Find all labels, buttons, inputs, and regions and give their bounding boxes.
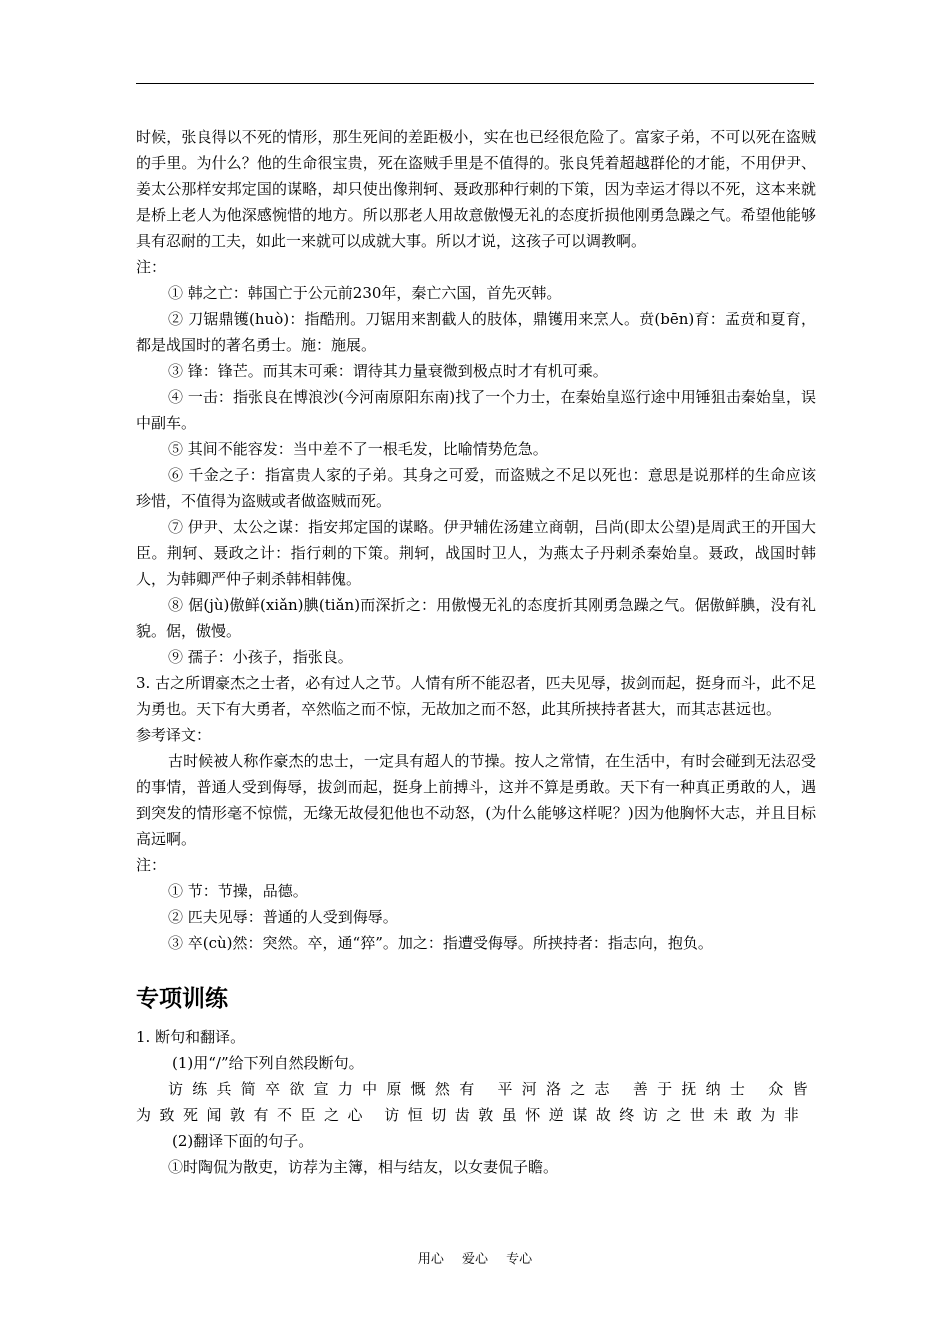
note-item: ⑨ 孺子：小孩子，指张良。 <box>168 648 353 666</box>
reference-translation-label: 参考译文： <box>136 726 212 744</box>
note-item: ① 韩之亡：韩国亡于公元前230年，秦亡六国，首先灭韩。 <box>168 284 562 302</box>
note-item: ⑥ 千金之子：指富贵人家的子弟。其身之可爱，而盗贼之不足以死也：意思是说那样的生命应该珍惜，不值得为盗贼或者做盗贼而死。 <box>136 466 816 510</box>
exercise-item: 1. 断句和翻译。 <box>136 1028 246 1046</box>
notes-label: 注： <box>136 258 167 276</box>
reference-translation: 古时候被人称作豪杰的忠士，一定具有超人的节操。按人之常情，在生活中，有时会碰到无法忍受的事情，普通人受到侮辱，拔剑而起，挺身上前搏斗，这并不算是勇敢。天下有一种真正勇敢的人，遇到突发的情形毫不惊慌，无缘无故侵犯他也不动怒，(为什么能够这样呢？)因为他胸怀大志，并且目标高远啊。 <box>136 752 816 848</box>
translation-paragraph: 时候，张良得以不死的情形，那生死间的差距极小，实在也已经很危险了。富家子弟，不可以死在盗贼的手里。为什么？他的生命很宝贵，死在盗贼手里是不值得的。张良凭着超越群伦的才能，不用伊尹、姜太公那样安邦定国的谋略，却只使出像荆轲、聂政那种行刺的下策，因为幸运才得以不死，这本来就是桥上老人为他深感惋惜的地方。所以那老人用故意傲慢无礼的态度折损他刚勇急躁之气。希望他能够具有忍耐的工夫，如此一来就可以成就大事。所以才说，这孩子可以调教啊。 <box>136 128 816 250</box>
note-item: ⑤ 其间不能容发：当中差不了一根毛发，比喻情势危急。 <box>168 440 548 458</box>
note-item: ③ 卒(cù)然：突然。卒，通“猝”。加之：指遭受侮辱。所挟持者：指志向，抱负。 <box>168 934 713 952</box>
passage-3: 3. 古之所谓豪杰之士者，必有过人之节。人情有所不能忍者，匹夫见辱，拔剑而起，挺身而斗，此不足为勇也。天下有大勇者，卒然临之而不惊，无故加之而不怒，此其所挟持者甚大，而其志甚远也。 <box>136 674 816 718</box>
note-item: ⑧ 倨(jù)傲鲜(xiǎn)腆(tiǎn)而深折之：用傲慢无礼的态度折其刚勇急躁之气。倨傲鲜腆，没有礼貌。倨，傲慢。 <box>136 596 816 640</box>
note-item: ② 匹夫见辱：普通的人受到侮辱。 <box>168 908 398 926</box>
exercise-sentence: ①时陶侃为散吏，访荐为主簿，相与结友，以女妻侃子瞻。 <box>168 1158 559 1176</box>
note-item: ① 节：节操，品德。 <box>168 882 308 900</box>
notes-label: 注： <box>136 856 167 874</box>
exercise-subtask: (1)用“/”给下列自然段断句。 <box>172 1054 364 1072</box>
page-content <box>136 124 816 1180</box>
header-rule <box>136 83 814 84</box>
note-item: ② 刀锯鼎镬(huò)：指酷刑。刀锯用来割截人的肢体，鼎镬用来烹人。贲(bēn)育：孟贲和夏育，都是战国时的著名勇士。施：施展。 <box>136 310 816 354</box>
note-item: ④ 一击：指张良在博浪沙(今河南原阳东南)找了一个力士，在秦始皇巡行途中用锤狙击秦始皇，误中副车。 <box>136 388 816 432</box>
exercise-passage: 访练兵简卒欲宣力中原慨然有 平河洛之志 善于抚纳士 众皆为致死闻敦有不臣之心 访恒切齿敦虽怀逆谋故终访之世未敢为非 <box>136 1080 816 1124</box>
note-item: ③ 锋：锋芒。而其末可乘：谓待其力量衰微到极点时才有机可乘。 <box>168 362 608 380</box>
exercise-subtask: (2)翻译下面的句子。 <box>172 1132 314 1150</box>
page-footer: 用心 爱心 专心 <box>417 1252 533 1267</box>
note-item: ⑦ 伊尹、太公之谋：指安邦定国的谋略。伊尹辅佐汤建立商朝，吕尚(即太公望)是周武王的开国大臣。荆轲、聂政之计：指行刺的下策。荆轲，战国时卫人，为燕太子丹刺杀秦始皇。聂政，战国时韩人，为韩卿严仲子刺杀韩相韩傀。 <box>136 518 816 588</box>
section-title: 专项训练 <box>136 986 228 1012</box>
